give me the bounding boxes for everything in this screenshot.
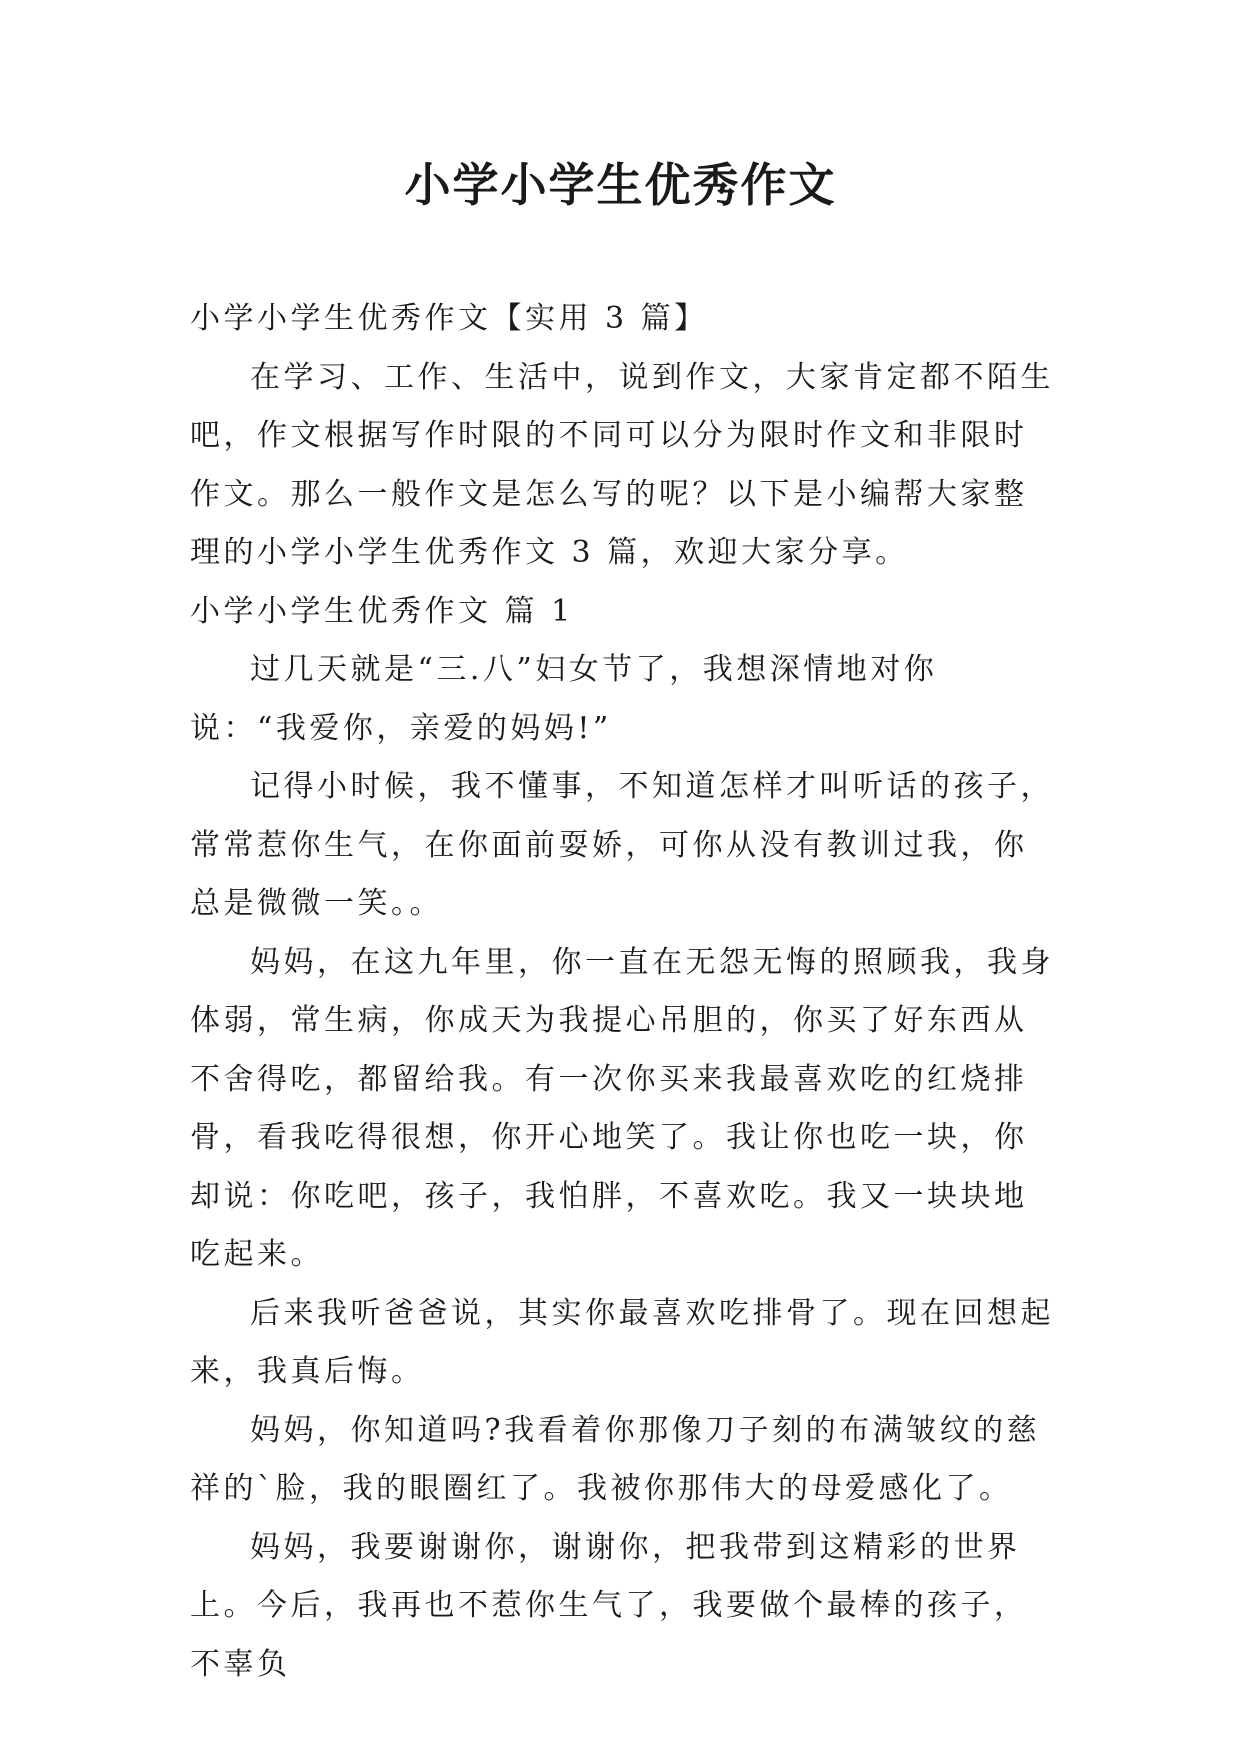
body-paragraph: 妈妈，在这九年里，你一直在无怨无悔的照顾我，我身体弱，常生病，你成天为我提心吊胆的，你买了好东西从不舍得吃，都留给我。有一次你买来我最喜欢吃的红烧排骨，看我吃得很想，你开心地笑了。我让你也吃一块，你却说：你吃吧，孩子，我怕胖，不喜欢吃。我又一块块地吃起来。 [190, 944, 1054, 1272]
section-heading: 小学小学生优秀作文 篇 1 [190, 593, 574, 629]
body-paragraph: 妈妈，我要谢谢你，谢谢你，把我带到这精彩的世界上。今后，我再也不惹你生气了，我要做个最棒的孩子，不辜负 [190, 1529, 1028, 1682]
document-title: 小学小学生优秀作文 [404, 158, 837, 212]
intro-paragraph: 在学习、工作、生活中，说到作文，大家肯定都不陌生吧，作文根据写作时限的不同可以分为限时作文和非限时作文。那么一般作文是怎么写的呢？以下是小编帮大家整理的小学小学生优秀作文 3 篇，欢迎大家分享。 [190, 359, 1054, 570]
body-paragraph: 妈妈，你知道吗?我看着你那像刀子刻的布满皱纹的慈祥的`脸，我的眼圈红了。我被你那伟大的母爱感化了。 [190, 1412, 1041, 1506]
body-paragraph: 记得小时候，我不懂事，不知道怎样才叫听话的孩子，常常惹你生气，在你面前耍娇，可你从没有教训过我，你总是微微一笑。。 [190, 769, 1054, 921]
subtitle-line: 小学小学生优秀作文【实用 3 篇】 [190, 301, 708, 336]
document-body [190, 290, 1055, 1694]
body-paragraph: 后来我听爸爸说，其实你最喜欢吃排骨了。现在回想起来，我真后悔。 [190, 1295, 1054, 1389]
body-paragraph: 过几天就是“三.八”妇女节了，我想深情地对你说：“我爱你，亲爱的妈妈!” [190, 652, 938, 746]
